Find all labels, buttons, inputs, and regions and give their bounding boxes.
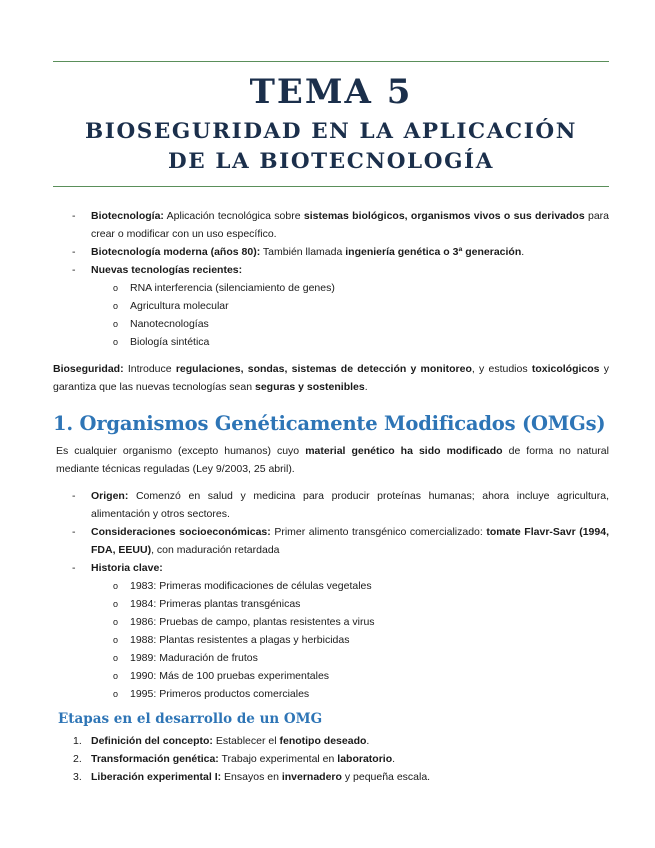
etapas-list	[53, 732, 609, 786]
circle-bullet-icon: o	[113, 319, 119, 329]
etapa-item	[53, 732, 609, 750]
page-title: TEMA 5	[249, 72, 413, 112]
dash-bullet: -	[72, 526, 76, 538]
intro-item-biotecnologia	[53, 207, 609, 243]
term: Transformación genética:	[91, 753, 219, 765]
term: Liberación experimental I:	[91, 771, 222, 783]
term: Definición del concepto:	[91, 735, 213, 747]
text: Comenzó en salud y medicina para producir proteínas humanas; ahora incluye agricultura, alimentación y otros sectores.	[91, 490, 609, 520]
subtitle-line-1: BIOSEGURIDAD EN LA APLICACIÓN	[85, 119, 577, 144]
historia-sublist	[53, 577, 609, 703]
subtitle-line-2: DE LA BIOTECNOLOGÍA	[168, 149, 494, 174]
term: seguras y sostenibles	[254, 381, 365, 393]
section-heading-omgs: 1. Organismos Genéticamente Modificados (OMGs)	[53, 412, 606, 435]
omg-definition	[56, 442, 609, 478]
text: Aplicación tecnológica sobre	[163, 210, 304, 222]
item-number: 2.	[73, 753, 82, 765]
etapas-section	[53, 732, 609, 786]
term: Bioseguridad:	[53, 363, 124, 375]
circle-bullet-icon: o	[113, 635, 119, 645]
text: .	[366, 735, 370, 747]
term: material genético ha sido modificado	[305, 445, 503, 457]
sublist-text: Agricultura molecular	[130, 300, 229, 312]
circle-bullet-icon: o	[113, 283, 119, 293]
dash-bullet: -	[72, 246, 76, 258]
text: Establecer el	[212, 735, 280, 747]
sublist-item	[53, 631, 609, 649]
bioseguridad-paragraph	[53, 360, 609, 396]
sublist-item	[53, 685, 609, 703]
subsection-heading-etapas: Etapas en el desarrollo de un OMG	[58, 711, 323, 727]
top-divider	[53, 61, 609, 62]
dash-bullet: -	[72, 210, 76, 222]
term: Historia clave:	[91, 562, 163, 574]
text: y garantiza que las nuevas tecnologías sean	[53, 363, 609, 393]
text: Ensayos en	[221, 771, 282, 783]
text: para crear o modificar con un uso específico.	[91, 210, 610, 240]
bottom-divider	[53, 186, 609, 187]
omg-item-origen	[53, 487, 609, 523]
intro-item-nuevas-tecnologias	[53, 261, 609, 279]
term: Nuevas tecnologías recientes:	[91, 264, 243, 276]
item-number: 3.	[73, 771, 82, 783]
sublist-item	[53, 315, 609, 333]
term: ingeniería genética o 3ª generación	[345, 246, 522, 258]
sublist-item	[53, 667, 609, 685]
text: , y estudios	[471, 363, 532, 375]
text: Primer alimento transgénico comercializado:	[270, 526, 487, 538]
text: También llamada	[260, 246, 346, 258]
text: .	[364, 381, 368, 393]
intro-section	[53, 207, 609, 351]
term: laboratorio	[337, 753, 393, 765]
sublist-text: 1986: Pruebas de campo, plantas resistentes a virus	[130, 616, 375, 628]
sublist-item	[53, 279, 609, 297]
omg-item-socioeconomicas	[53, 523, 609, 559]
term: invernadero	[281, 771, 342, 783]
term: Consideraciones socioeconómicas:	[91, 526, 271, 538]
omg-list	[53, 487, 609, 577]
dash-bullet: -	[72, 490, 76, 502]
circle-bullet-icon: o	[113, 671, 119, 681]
sublist-text: 1989: Maduración de frutos	[130, 652, 258, 664]
sublist-text: Nanotecnologías	[130, 318, 209, 330]
sublist-text: 1988: Plantas resistentes a plagas y herbicidas	[130, 634, 350, 646]
term: regulaciones, sondas, sistemas de detección y monitoreo	[175, 363, 472, 375]
omg-item-historia	[53, 559, 609, 577]
sublist-item	[53, 613, 609, 631]
etapa-item	[53, 768, 609, 786]
text: .	[521, 246, 525, 258]
dash-bullet: -	[72, 264, 76, 276]
term: sistemas biológicos, organismos vivos o sus derivados	[303, 210, 585, 222]
sublist-item	[53, 333, 609, 351]
circle-bullet-icon: o	[113, 617, 119, 627]
text: y pequeña escala.	[341, 771, 431, 783]
sublist-item	[53, 649, 609, 667]
circle-bullet-icon: o	[113, 599, 119, 609]
text: Trabajo experimental en	[218, 753, 338, 765]
sublist-text: 1990: Más de 100 pruebas experimentales	[130, 670, 330, 682]
circle-bullet-icon: o	[113, 301, 119, 311]
circle-bullet-icon: o	[113, 337, 119, 347]
definition-text	[56, 442, 609, 478]
sublist-item	[53, 577, 609, 595]
circle-bullet-icon: o	[113, 581, 119, 591]
term: toxicológicos	[531, 363, 600, 375]
term: fenotipo deseado	[279, 735, 367, 747]
page-subtitle	[53, 117, 609, 177]
text: de forma no natural mediante técnicas reguladas (Ley 9/2003, 25 abril).	[56, 445, 609, 475]
sublist-text: 1984: Primeras plantas transgénicas	[130, 598, 301, 610]
text: .	[392, 753, 396, 765]
nuevas-tecnologias-sublist	[53, 279, 609, 351]
omg-section	[53, 487, 609, 703]
intro-list	[53, 207, 609, 279]
etapa-item	[53, 750, 609, 768]
sublist-item	[53, 595, 609, 613]
term: Biotecnología moderna (años 80):	[91, 246, 261, 258]
text: Es cualquier organismo (excepto humanos) cuyo	[56, 445, 306, 457]
dash-bullet: -	[72, 562, 76, 574]
sublist-text: 1995: Primeros productos comerciales	[130, 688, 310, 700]
text: , con maduración retardada	[151, 544, 280, 556]
text: Introduce	[123, 363, 176, 375]
intro-item-biotecnologia-moderna	[53, 243, 609, 261]
sublist-text: RNA interferencia (silenciamiento de genes)	[130, 282, 335, 294]
item-number: 1.	[73, 735, 82, 747]
sublist-text: Biología sintética	[130, 336, 210, 348]
sublist-item	[53, 297, 609, 315]
term: Origen:	[91, 490, 129, 502]
term: tomate Flavr-Savr (1994, FDA, EEUU)	[91, 526, 609, 556]
circle-bullet-icon: o	[113, 689, 119, 699]
sublist-text: 1983: Primeras modificaciones de células vegetales	[130, 580, 372, 592]
term: Biotecnología:	[91, 210, 164, 222]
circle-bullet-icon: o	[113, 653, 119, 663]
bioseguridad-text	[53, 360, 609, 396]
